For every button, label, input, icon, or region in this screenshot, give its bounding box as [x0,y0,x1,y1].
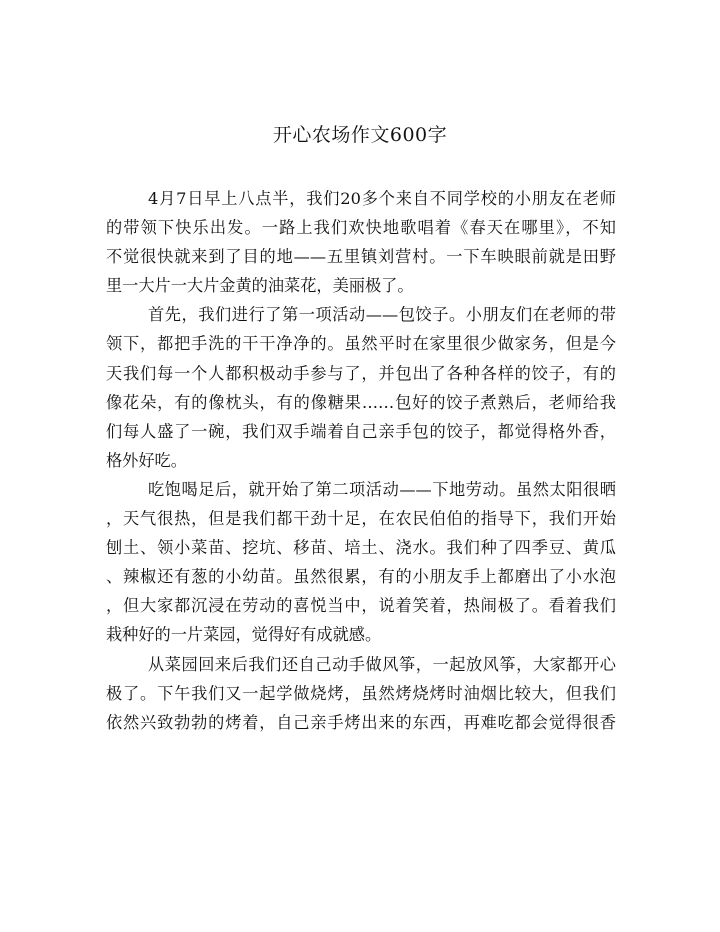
body-line: 格外好吃。 [106,450,187,470]
body-line: 的带领下快乐出发。一路上我们欢快地歌唱着《春天在哪里》，不知 [106,218,616,238]
body-line: 不觉很快就来到了目的地——五里镇刘营村。一下车映眼前就是田野 [106,247,616,267]
document-title: 开心农场作文600字 [272,124,448,146]
body-line: 从菜园回来后我们还自己动手做风筝，一起放风筝，大家都开心 [148,654,616,674]
body-line: 首先，我们进行了第一项活动——包饺子。小朋友们在老师的带 [148,305,616,325]
document-body [106,184,616,737]
body-line: 里一大片一大片金黄的油菜花，美丽极了。 [106,276,414,296]
body-line: 吃饱喝足后，就开始了第二项活动——下地劳动。虽然太阳很晒 [148,479,616,499]
body-line: 刨土、领小菜苗、挖坑、移苗、培土、浇水。我们种了四季豆、黄瓜 [106,538,616,558]
body-line: 依然兴致勃勃的烤着，自己亲手烤出来的东西，再难吃都会觉得很香 [106,712,616,732]
body-line: 领下，都把手洗的干干净净的。虽然平时在家里很少做家务，但是今 [106,334,616,354]
body-line: 、辣椒还有葱的小幼苗。虽然很累，有的小朋友手上都磨出了小水泡 [106,567,616,587]
body-line: 们每人盛了一碗，我们双手端着自己亲手包的饺子，都觉得格外香， [106,421,616,441]
body-line: 像花朵，有的像枕头，有的像糖果……包好的饺子煮熟后，老师给我 [106,392,616,412]
body-line: 栽种好的一片菜园，觉得好有成就感。 [106,625,382,645]
body-line: ，但大家都沉浸在劳动的喜悦当中，说着笑着，热闹极了。看着我们 [106,596,616,616]
body-line: 4月7日早上八点半，我们20多个来自不同学校的小朋友在老师 [148,189,616,208]
body-line: 极了。下午我们又一起学做烧烤，虽然烤烧烤时油烟比较大，但我们 [106,683,616,703]
body-line: 天我们每一个人都积极动手参与了，并包出了各种各样的饺子，有的 [106,363,616,383]
body-line: ，天气很热，但是我们都干劲十足，在农民伯伯的指导下，我们开始 [106,509,616,529]
